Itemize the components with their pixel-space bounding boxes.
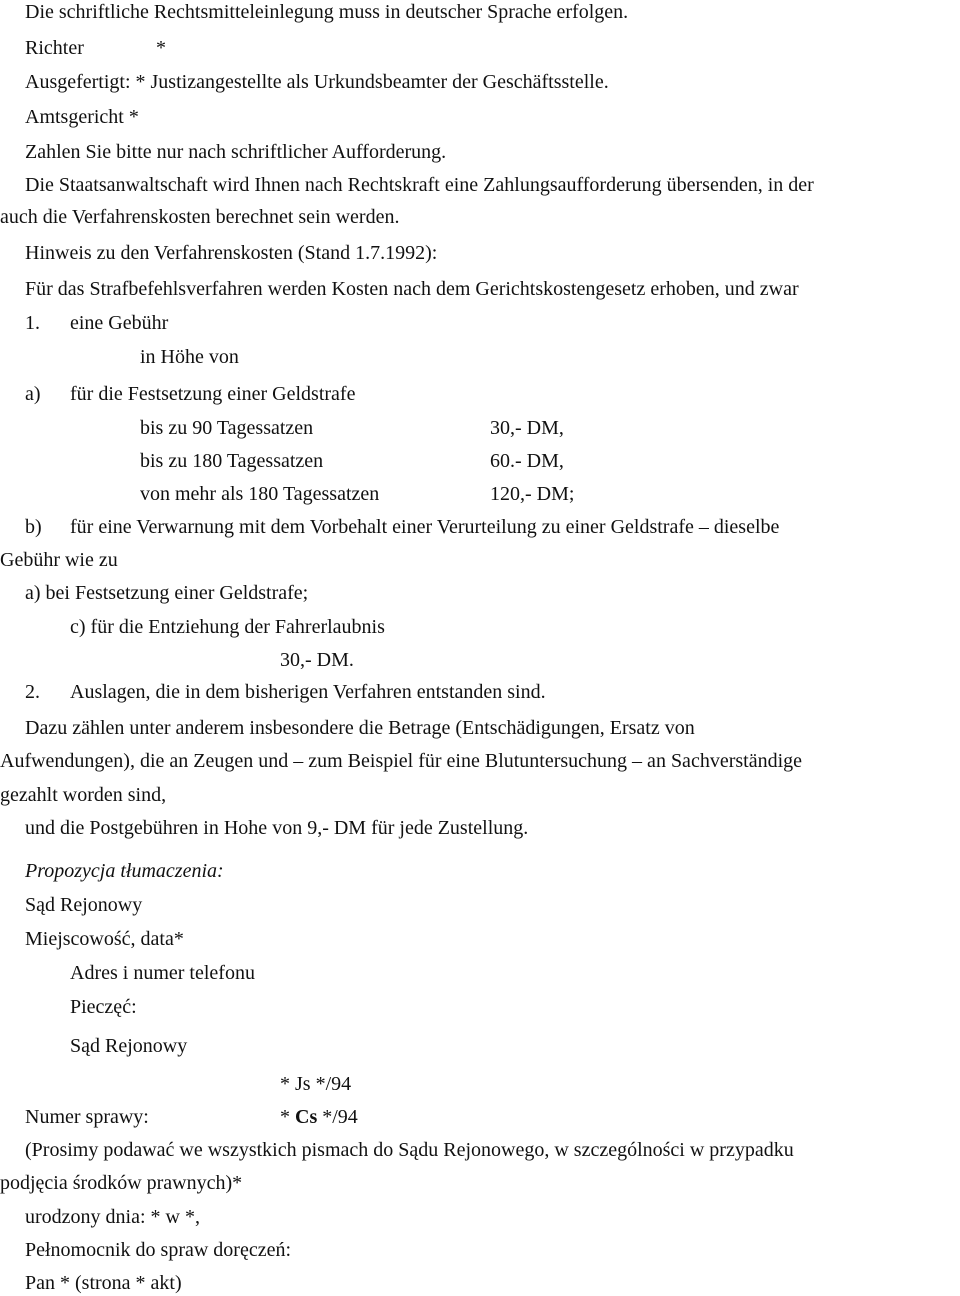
line-case-number-label: Numer sprawy: xyxy=(25,1106,149,1128)
line-penal-order: Für das Strafbefehlsverfahren werden Kosten nach dem Gerichtskostengesetz erhoben, und zwar xyxy=(25,278,799,300)
line-place-date: Miejscowość, data* xyxy=(25,928,184,950)
fee-row-amount: 30,- DM, xyxy=(490,417,564,439)
line-court-pl: Sąd Rejonowy xyxy=(25,894,143,916)
line-appeal-language: Die schriftliche Rechtsmitteleinlegung muss in deutscher Sprache erfolgen. xyxy=(25,1,629,23)
fee-row-label: bis zu 180 Tagessatzen xyxy=(140,450,324,472)
line-js-number: * Js */94 xyxy=(280,1073,352,1095)
item-letter-b: b) xyxy=(25,516,42,538)
item-letter-a: a) xyxy=(25,383,41,405)
item-number-1: 1. xyxy=(25,312,40,334)
line-stamp: Pieczęć: xyxy=(70,996,137,1018)
line-please-quote: (Prosimy podawać we wszystkich pismach do Sądu Rejonowego, w szczególności w przypadku xyxy=(25,1139,794,1161)
line-paid: gezahlt worden sind, xyxy=(0,784,167,806)
fee-row-amount: 60.- DM, xyxy=(490,450,564,472)
line-same-fee: Gebühr wie zu xyxy=(0,549,118,571)
line-postal-fees: und die Postgebühren in Hohe von 9,- DM für jede Zustellung. xyxy=(25,817,529,839)
line-costs-note: Hinweis zu den Verfahrenskosten (Stand 1.7.1992): xyxy=(25,242,438,264)
line-court: Amtsgericht * xyxy=(25,106,139,128)
line-case-number-value xyxy=(280,1105,358,1129)
line-judge-label: Richter xyxy=(25,37,84,59)
line-costs-calculated: auch die Verfahrenskosten berechnet sein werden. xyxy=(0,206,400,228)
fee-row-label: von mehr als 180 Tagessatzen xyxy=(140,483,380,505)
line-licence-fee: 30,- DM. xyxy=(280,649,354,671)
line-court-pl-2: Sąd Rejonowy xyxy=(70,1035,188,1057)
line-expenses-witnesses: Aufwendungen), die an Zeugen und – zum Beispiel für eine Blutuntersuchung – an Sachverständige xyxy=(0,750,803,772)
line-address-phone: Adres i numer telefonu xyxy=(70,962,255,984)
line-prosecutor: Die Staatsanwaltschaft wird Ihnen nach Rechtskraft eine Zahlungsaufforderung übersenden, in der xyxy=(25,174,814,196)
translation-heading: Propozycja tłumaczenia: xyxy=(25,860,224,882)
item-number-2: 2. xyxy=(25,681,40,703)
item-expenses: Auslagen, die in dem bisherigen Verfahren entstanden sind. xyxy=(70,681,546,703)
item-fine: für die Festsetzung einer Geldstrafe xyxy=(70,383,356,405)
case-cs: Cs xyxy=(295,1106,318,1128)
line-legal-remedies: podjęcia środków prawnych)* xyxy=(0,1172,243,1194)
line-issued: Ausgefertigt: * Justizangestellte als Urkundsbeamter der Geschäftsstelle. xyxy=(25,71,609,93)
line-licence-withdrawal: c) für die Entziehung der Fahrerlaubnis xyxy=(70,616,385,638)
fee-row-amount: 120,- DM; xyxy=(490,483,575,505)
line-mr: Pan * (strona * akt) xyxy=(25,1272,182,1294)
line-pay-notice: Zahlen Sie bitte nur nach schriftlicher Aufforderung. xyxy=(25,141,447,163)
line-fine-setting: a) bei Festsetzung einer Geldstrafe; xyxy=(25,582,309,604)
line-delivery-agent: Pełnomocnik do spraw doręczeń: xyxy=(25,1239,292,1261)
line-includes: Dazu zählen unter anderem insbesondere die Betrage (Entschädigungen, Ersatz von xyxy=(25,717,695,739)
fee-row-label: bis zu 90 Tagessatzen xyxy=(140,417,314,439)
item-fee: eine Gebühr xyxy=(70,312,169,334)
case-prefix: * xyxy=(280,1106,295,1128)
item-warning: für eine Verwarnung mit dem Vorbehalt einer Verurteilung zu einer Geldstrafe – dieselbe xyxy=(70,516,780,538)
line-judge-value: * xyxy=(156,37,166,59)
line-born: urodzony dnia: * w *, xyxy=(25,1206,200,1228)
case-suffix: */94 xyxy=(317,1106,358,1128)
line-amount-of: in Höhe von xyxy=(140,346,239,368)
